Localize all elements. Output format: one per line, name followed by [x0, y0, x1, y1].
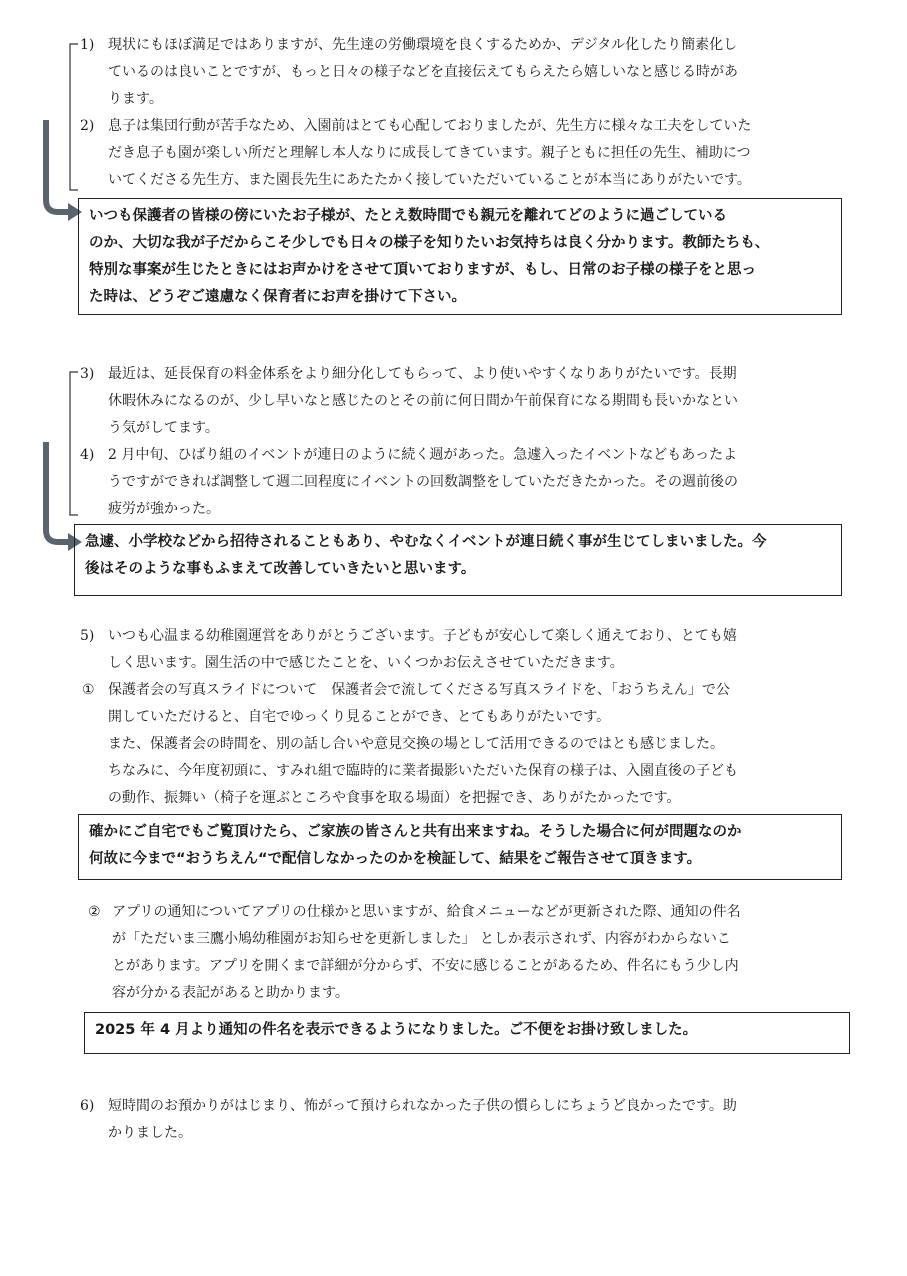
item-3-line: 休暇休みになるのが、少し早いなと感じたのとその前に何日間か午前保育になる期間も長いかなとい	[108, 393, 738, 409]
response-4-line: 2025 年 4 月より通知の件名を表示できるようになりました。ご不便をお掛け致しました。	[95, 1022, 698, 1038]
response-1-line: のか、大切な我が子だからこそ少しでも日々の様子を知りたいお気持ちは良く分かります。教師たちも、	[89, 235, 770, 251]
response-box-2	[74, 524, 842, 596]
response-3-line: 何故に今まで“おうちえん“で配信しなかったのかを検証して、結果をご報告させて頂きます。	[89, 851, 702, 867]
subitem-2-line: 容が分かる表記があると助かります。	[112, 985, 349, 1001]
subitem-1-line: 保護者会の写真スライドについて 保護者会で流してくださる写真スライドを、「おうちえん」で公	[108, 682, 730, 698]
subitem-1-line: また、保護者会の時間を、別の話し合いや意見交換の場として活用できるのではとも感じました。	[108, 736, 724, 752]
subitem-1-line: の動作、振舞い（椅子を運ぶところや食事を取る場面）を把握でき、ありがたかったです。	[108, 790, 681, 806]
subitem-2-line: が「ただいま三鷹小鳩幼稚園がお知らせを更新しました」 としか表示されず、内容がわからないこ	[112, 931, 731, 947]
item-4-line: 2 月中旬、ひばり組のイベントが連日のように続く週があった。急遽入ったイベントなどもあったよ	[108, 447, 738, 463]
response-1-line: いつも保護者の皆様の傍にいたお子様が、たとえ数時間でも親元を離れてどのように過ごしている	[89, 208, 727, 224]
item-2-line: いてくださる先生方、また園長先生にあたたかく接していただいていることが本当にありがたいです。	[108, 172, 751, 188]
item-number: 6)	[80, 1098, 95, 1114]
response-box-3	[78, 814, 842, 880]
subitem-2-line: とがあります。アプリを開くまで詳細が分からず、不安に感じることがあるため、件名にもう少し内	[112, 958, 739, 974]
response-box-1	[78, 198, 842, 315]
response-2-line: 急遽、小学校などから招待されることもあり、やむなくイベントが連日続く事が生じてしまいました。今	[85, 534, 767, 550]
subitem-1-line: 開していただけると、自宅でゆっくり見ることができ、とてもありがたいです。	[108, 709, 611, 725]
item-2-line: 息子は集団行動が苦手なため、入園前はとても心配しておりましたが、先生方に様々な工夫をしていた	[108, 118, 752, 134]
arrow-to-response-2	[46, 442, 70, 542]
bracket-items-3-4	[70, 372, 78, 515]
item-3-line: 最近は、延長保育の料金体系をより細分化してもらって、より使いやすくなりありがたいです。長期	[108, 366, 737, 382]
item-number: 5)	[80, 628, 95, 644]
item-6-line: かりました。	[108, 1125, 192, 1141]
item-5-line: いつも心温まる幼稚園運営をありがとうございます。子どもが安心して楽しく通えており、とても嬉	[108, 628, 737, 644]
item-1-line: ります。	[108, 91, 163, 107]
item-number: 4)	[80, 447, 95, 463]
response-1-line: 特別な事案が生じたときにはお声かけをさせて頂いておりますが、もし、日常のお子様の様子をと思っ	[89, 262, 756, 278]
item-3-line: う気がしてます。	[108, 420, 219, 436]
item-4-line: 疲労が強かった。	[108, 501, 220, 517]
response-2-line: 後はそのような事もふまえて改善していきたいと思います。	[85, 561, 476, 577]
item-number: 2)	[80, 118, 95, 134]
response-box-4	[84, 1012, 850, 1054]
subitem-number: ②	[88, 904, 101, 920]
item-number: 1)	[80, 37, 95, 53]
item-number: 3)	[80, 366, 95, 382]
item-1-line: 現状にもほぼ満足ではありますが、先生達の労働環境を良くするためか、デジタル化したり簡素化し	[108, 37, 738, 53]
item-6-line: 短時間のお預かりがはじまり、怖がって預けられなかった子供の慣らしにちょうど良かったです。助	[108, 1098, 737, 1114]
bracket-items-1-2	[70, 44, 78, 190]
response-1-line: た時は、どうぞご遠慮なく保育者にお声を掛けて下さい。	[89, 289, 466, 305]
item-2-line: だき息子も園が楽しい所だと理解し本人なりに成長してきています。親子ともに担任の先生、補助につ	[108, 145, 751, 161]
item-1-line: ているのは良いことですが、もっと日々の様子などを直接伝えてもらえたら嬉しいなと感じる時があ	[108, 64, 738, 80]
arrow-to-response-1	[46, 120, 70, 212]
subitem-1-line: ちなみに、今年度初頭に、すみれ組で臨時的に業者撮影いただいた保育の様子は、入園直後の子ども	[108, 763, 738, 779]
item-5-line: しく思います。園生活の中で感じたことを、いくつかお伝えさせていただきます。	[108, 655, 624, 671]
item-4-line: うですができれば調整して週二回程度にイベントの回数調整をしていただきたかった。その週前後の	[108, 474, 738, 490]
subitem-number: ①	[82, 682, 95, 698]
response-3-line: 確かにご自宅でもご覧頂けたら、ご家族の皆さんと共有出来ますね。そうした場合に何が問題なのか	[89, 824, 742, 840]
subitem-2-line: アプリの通知についてアプリの仕様かと思いますが、給食メニューなどが更新された際、通知の件名	[112, 904, 741, 920]
